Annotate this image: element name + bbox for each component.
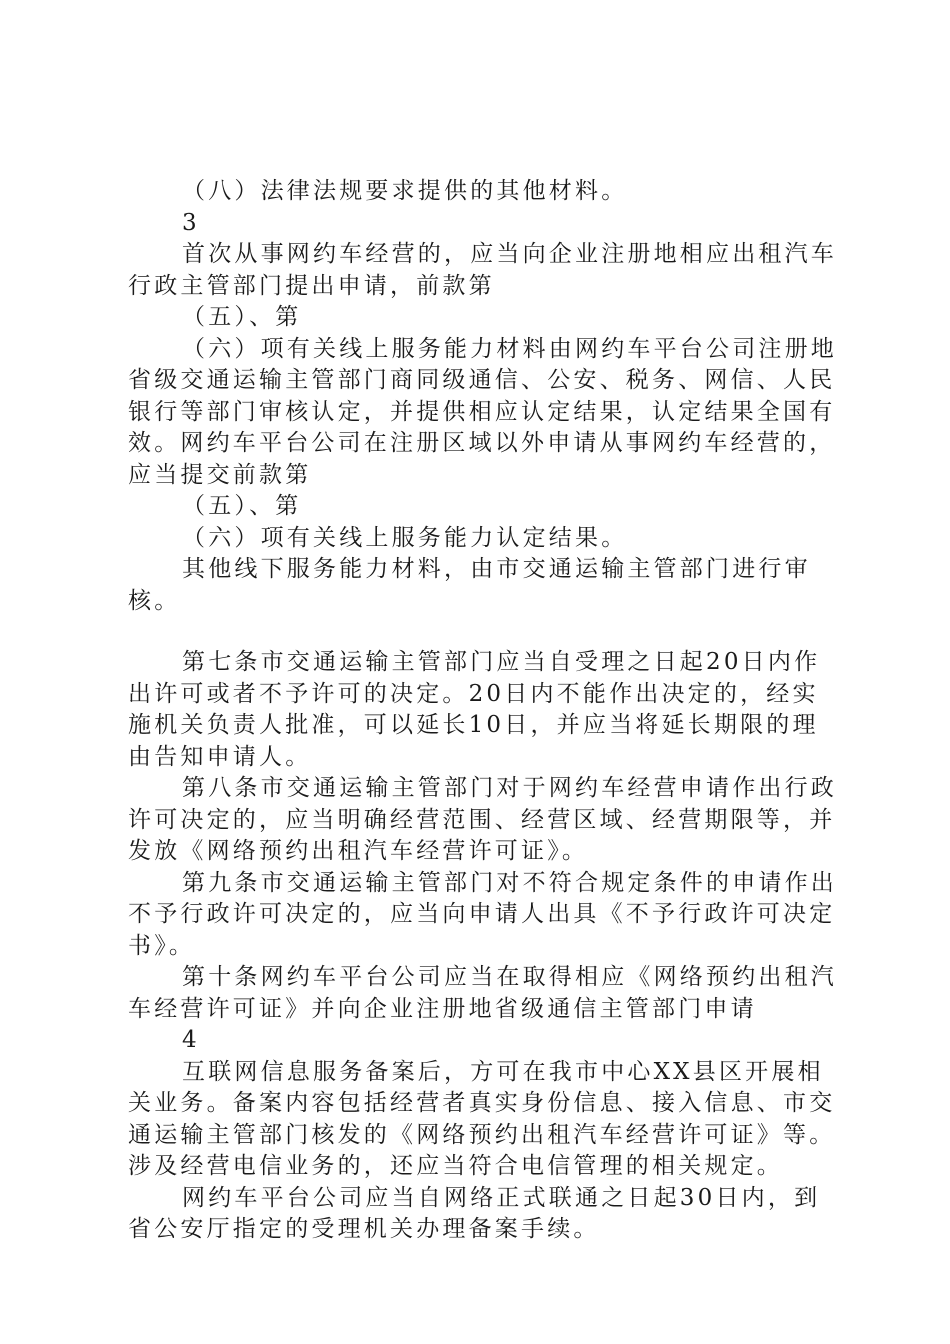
paragraph-article-9: 第九条市交通运输主管部门对不符合规定条件的申请作出不予行政许可决定的，应当向申请人出具《不予行政许可决定书》。: [128, 869, 837, 959]
paragraph-article-10: 第十条网约车平台公司应当在取得相应《网络预约出租汽车经营许可证》并向企业注册地省级通信主管部门申请: [128, 964, 837, 1022]
paragraph-item-6-result: （六）项有关线上服务能力认定结果。: [182, 524, 628, 551]
document-body: [128, 176, 843, 1246]
paragraph-item-6-online-capability: （六）项有关线上服务能力材料由网约车平台公司注册地省级交通运输主管部门商同级通信、公安、税务、网信、人民银行等部门审核认定，并提供相应认定结果，认定结果全国有效。网约车平台公司在注册区域以外申请从事网约车经营的，应当提交前款第: [128, 335, 837, 488]
paragraph-internet-filing: 互联网信息服务备案后，方可在我市中心XX县区开展相关业务。备案内容包括经营者真实身份信息、接入信息、市交通运输主管部门核发的《网络预约出租汽车经营许可证》等。涉及经营电信业务的，还应当符合电信管理的相关规定。: [128, 1058, 836, 1179]
page-number-4: 4: [182, 1027, 197, 1053]
paragraph-first-application: 首次从事网约车经营的，应当向企业注册地相应出租汽车行政主管部门提出申请，前款第: [128, 241, 837, 299]
paragraph-item-5-ref: （五）、第: [182, 304, 302, 330]
paragraph-gap: [128, 617, 843, 647]
page-number-3: 3: [182, 209, 197, 236]
paragraph-article-7: 第七条市交通运输主管部门应当自受理之日起20日内作出许可或者不予许可的决定。20日内不能作出决定的，经实施机关负责人批准，可以延长10日，并应当将延长期限的理由告知申请人。: [128, 649, 821, 770]
paragraph-article-8: 第八条市交通运输主管部门对于网约车经营申请作出行政许可决定的，应当明确经营范围、经营区域、经营期限等，并发放《网络预约出租汽车经营许可证》。: [128, 775, 837, 864]
paragraph-police-filing: 网约车平台公司应当自网络正式联通之日起30日内，到省公安厅指定的受理机关办理备案手续。: [128, 1184, 821, 1242]
paragraph-offline-capability: 其他线下服务能力材料，由市交通运输主管部门进行审核。: [128, 556, 811, 614]
paragraph-item-8-materials: （八）法律法规要求提供的其他材料。: [182, 178, 628, 204]
paragraph-item-5-ref-2: （五）、第: [182, 493, 302, 519]
